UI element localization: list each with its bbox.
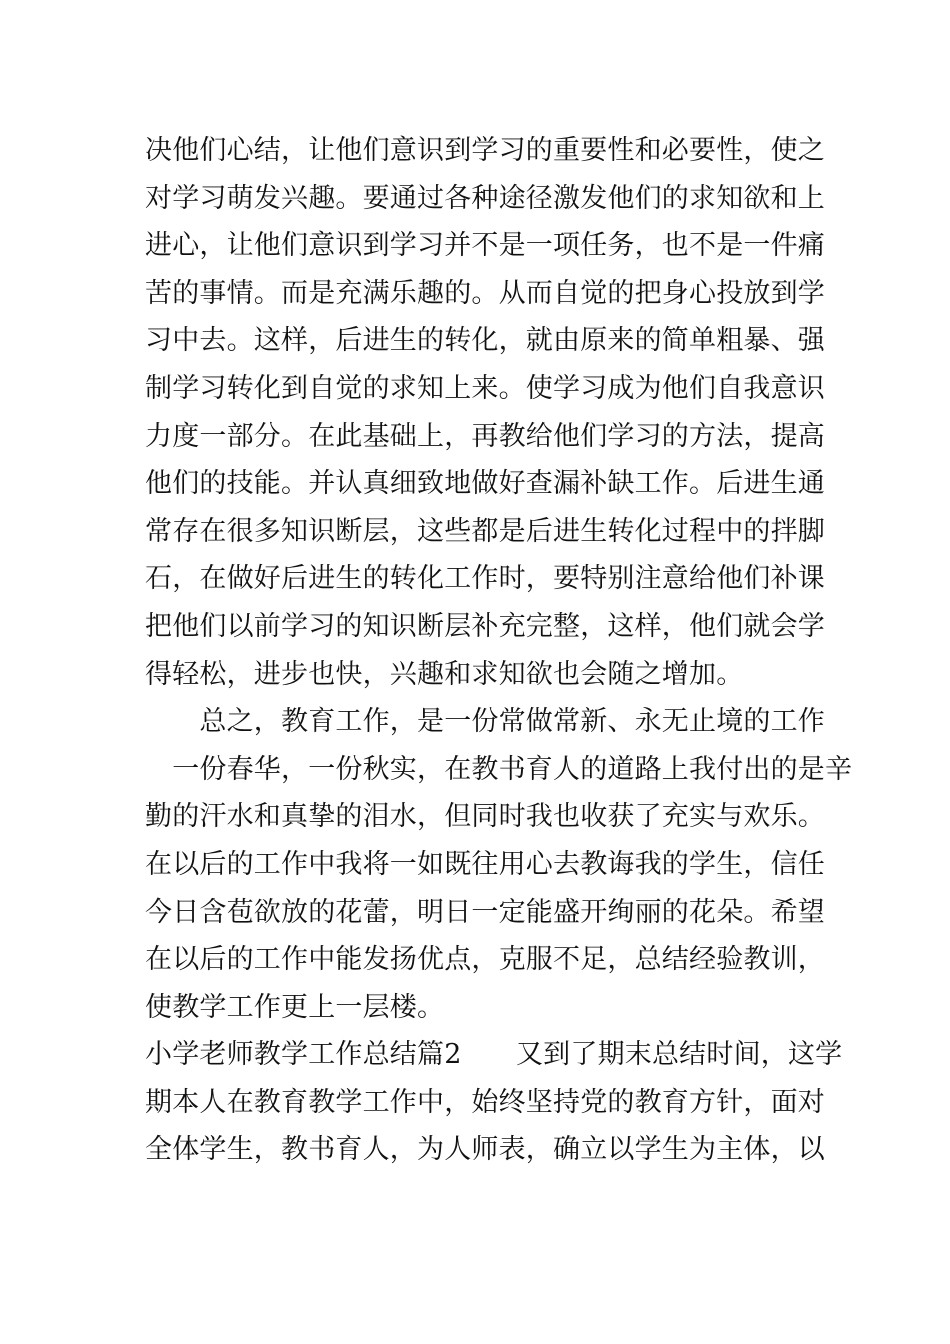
- text-line: 一份春华，一份秋实，在教书育人的道路上我付出的是辛: [145, 753, 853, 785]
- text-line: 总之，教育工作，是一份常做常新、永无止境的工作: [145, 706, 825, 738]
- text-line: 在以后的工作中我将一如既往用心去教诲我的学生，信任: [145, 848, 825, 880]
- text-line: 石，在做好后进生的转化工作时，要特别注意给他们补课: [145, 563, 825, 595]
- text-line: 把他们以前学习的知识断层补充完整，这样，他们就会学: [145, 610, 825, 642]
- text-line: 在以后的工作中能发扬优点，克服不足，总结经验教训，: [145, 944, 825, 976]
- text-line: 他们的技能。并认真细致地做好查漏补缺工作。后进生通: [145, 468, 825, 500]
- text-line: 常存在很多知识断层，这些都是后进生转化过程中的拌脚: [145, 515, 825, 547]
- section-heading-line: 小学老师教学工作总结篇2 又到了期末总结时间，这学: [145, 1039, 843, 1071]
- text-line: 对学习萌发兴趣。要通过各种途径激发他们的求知欲和上: [145, 182, 825, 214]
- text-line: 决他们心结，让他们意识到学习的重要性和必要性，使之: [145, 135, 825, 166]
- text-line: 得轻松，进步也快，兴趣和求知欲也会随之增加。: [145, 658, 744, 690]
- text-line: 习中去。这样，后进生的转化，就由原来的简单粗暴、强: [145, 325, 825, 357]
- text-line: 今日含苞欲放的花蕾，明日一定能盛开绚丽的花朵。希望: [145, 896, 825, 928]
- body-text: [145, 127, 853, 1174]
- text-line: 进心，让他们意识到学习并不是一项任务，也不是一件痛: [145, 230, 825, 262]
- text-line: 苦的事情。而是充满乐趣的。从而自觉的把身心投放到学: [145, 277, 825, 309]
- text-line: 制学习转化到自觉的求知上来。使学习成为他们自我意识: [145, 372, 825, 404]
- text-line: 使教学工作更上一层楼。: [145, 991, 445, 1023]
- text-line: 勤的汗水和真挚的泪水，但同时我也收获了充实与欢乐。: [145, 801, 825, 833]
- text-line: 力度一部分。在此基础上，再教给他们学习的方法，提高: [145, 420, 825, 452]
- text-line: 期本人在教育教学工作中，始终坚持党的教育方针，面对: [145, 1086, 825, 1118]
- text-line: 全体学生，教书育人，为人师表，确立以学生为主体，以: [145, 1134, 825, 1166]
